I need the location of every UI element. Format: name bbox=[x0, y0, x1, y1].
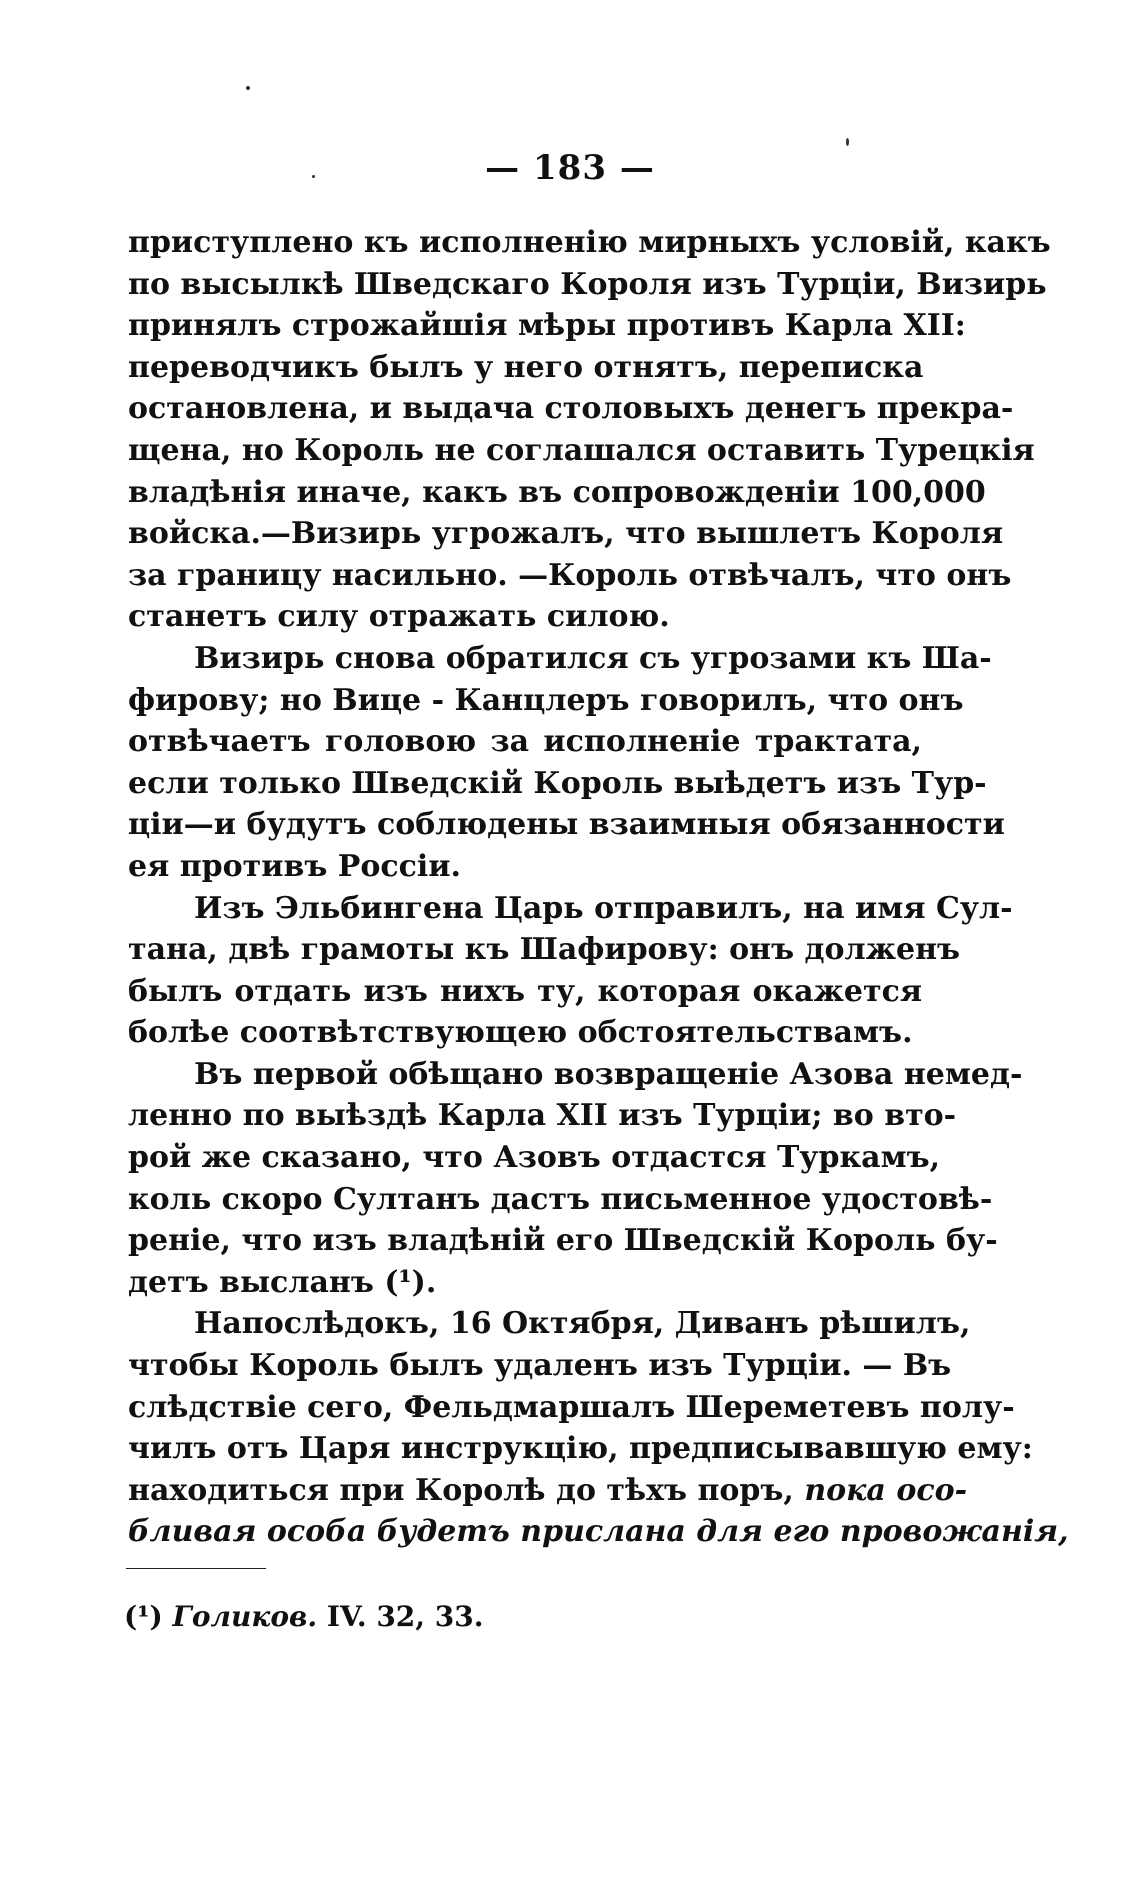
text-line: остановлена, и выдача столовыхъ денегъ прекра- bbox=[128, 391, 1014, 427]
text-line: владѣнія иначе, какъ въ сопровожденіи 100,000 bbox=[128, 474, 986, 510]
text-line: по высылкѣ Шведскаго Короля изъ Турціи, Визирь bbox=[128, 266, 1047, 302]
text-line: реніе, что изъ владѣній его Шведскій Король бу- bbox=[128, 1223, 998, 1259]
text-line: Въ первой обѣщано возвращеніе Азова немед- bbox=[194, 1056, 1023, 1092]
text-line: чтобы Король былъ удаленъ изъ Турціи. — Въ bbox=[128, 1348, 952, 1384]
text-line: слѣдствіе сего, Фельдмаршалъ Шереметевъ полу- bbox=[128, 1389, 1015, 1425]
text-line: ея противъ Россіи. bbox=[128, 848, 461, 884]
footnote-mark: (¹) bbox=[124, 1600, 163, 1633]
text-line: Изъ Эльбингена Царь отправилъ, на имя Сул- bbox=[194, 890, 1013, 926]
text-line: переводчикъ былъ у него отнятъ, переписка bbox=[128, 349, 924, 385]
text-line: детъ высланъ (¹). bbox=[128, 1264, 437, 1300]
text-line: ціи—и будутъ соблюдены взаимныя обязанности bbox=[128, 807, 1005, 843]
text-line-roman: находиться при Королѣ до тѣхъ поръ, bbox=[128, 1472, 794, 1508]
text-line: рой же сказано, что Азовъ отдастся Туркамъ, bbox=[128, 1140, 941, 1176]
ink-speck bbox=[312, 175, 315, 178]
text-line: фирову; но Вице - Канцлеръ говорилъ, что онъ bbox=[128, 682, 964, 718]
footnote-divider bbox=[126, 1568, 266, 1569]
text-line: если только Шведскій Король выѣдетъ изъ Тур- bbox=[128, 765, 987, 801]
text-line: принялъ строжайшія мѣры противъ Карла XII: bbox=[128, 308, 966, 344]
ink-speck bbox=[846, 138, 849, 146]
text-line-italic-continuation bbox=[128, 1511, 1069, 1553]
text-line: отвѣчаетъ головою за исполненіе трактата, bbox=[128, 724, 922, 760]
text-line: щена, но Король не соглашался оставить Турецкія bbox=[128, 432, 1035, 468]
text-line-italic: пока осо- bbox=[804, 1472, 968, 1508]
ink-speck bbox=[246, 86, 250, 90]
page-number-header: — 183 — bbox=[485, 148, 655, 188]
text-line: коль скоро Султанъ дастъ письменное удостовѣ- bbox=[128, 1181, 993, 1217]
text-line: болѣе соотвѣтствующею обстоятельствамъ. bbox=[128, 1015, 913, 1051]
text-line: Напослѣдокъ, 16 Октября, Диванъ рѣшилъ, bbox=[194, 1306, 971, 1342]
footnote-author: Голиков. bbox=[172, 1600, 318, 1633]
italic-phrase: бливая особа будетъ прислана для его провожанія, bbox=[128, 1514, 1069, 1550]
text-line: былъ отдать изъ нихъ ту, которая окажется bbox=[128, 973, 922, 1009]
footnote-ref: IV. 32, 33. bbox=[326, 1600, 484, 1633]
text-line: за границу насильно. —Король отвѣчалъ, что онъ bbox=[128, 557, 1012, 593]
text-line: Визирь снова обратился съ угрозами къ Ша- bbox=[194, 640, 992, 676]
text-line bbox=[128, 1470, 968, 1512]
text-line: тана, двѣ грамоты къ Шафирову: онъ долженъ bbox=[128, 932, 961, 968]
page-body bbox=[128, 222, 1069, 1553]
text-line: чилъ отъ Царя инструкцію, предписывавшую ему: bbox=[128, 1431, 1033, 1467]
text-line: станетъ силу отражать силою. bbox=[128, 599, 670, 635]
text-line: ленно по выѣздѣ Карла XII изъ Турціи; во вто- bbox=[128, 1098, 957, 1134]
text-line: приступлено къ исполненію мирныхъ условій, какъ bbox=[128, 225, 1051, 260]
text-line: войска.—Визирь угрожалъ, что вышлетъ Короля bbox=[128, 516, 1004, 552]
footnote bbox=[124, 1600, 484, 1633]
